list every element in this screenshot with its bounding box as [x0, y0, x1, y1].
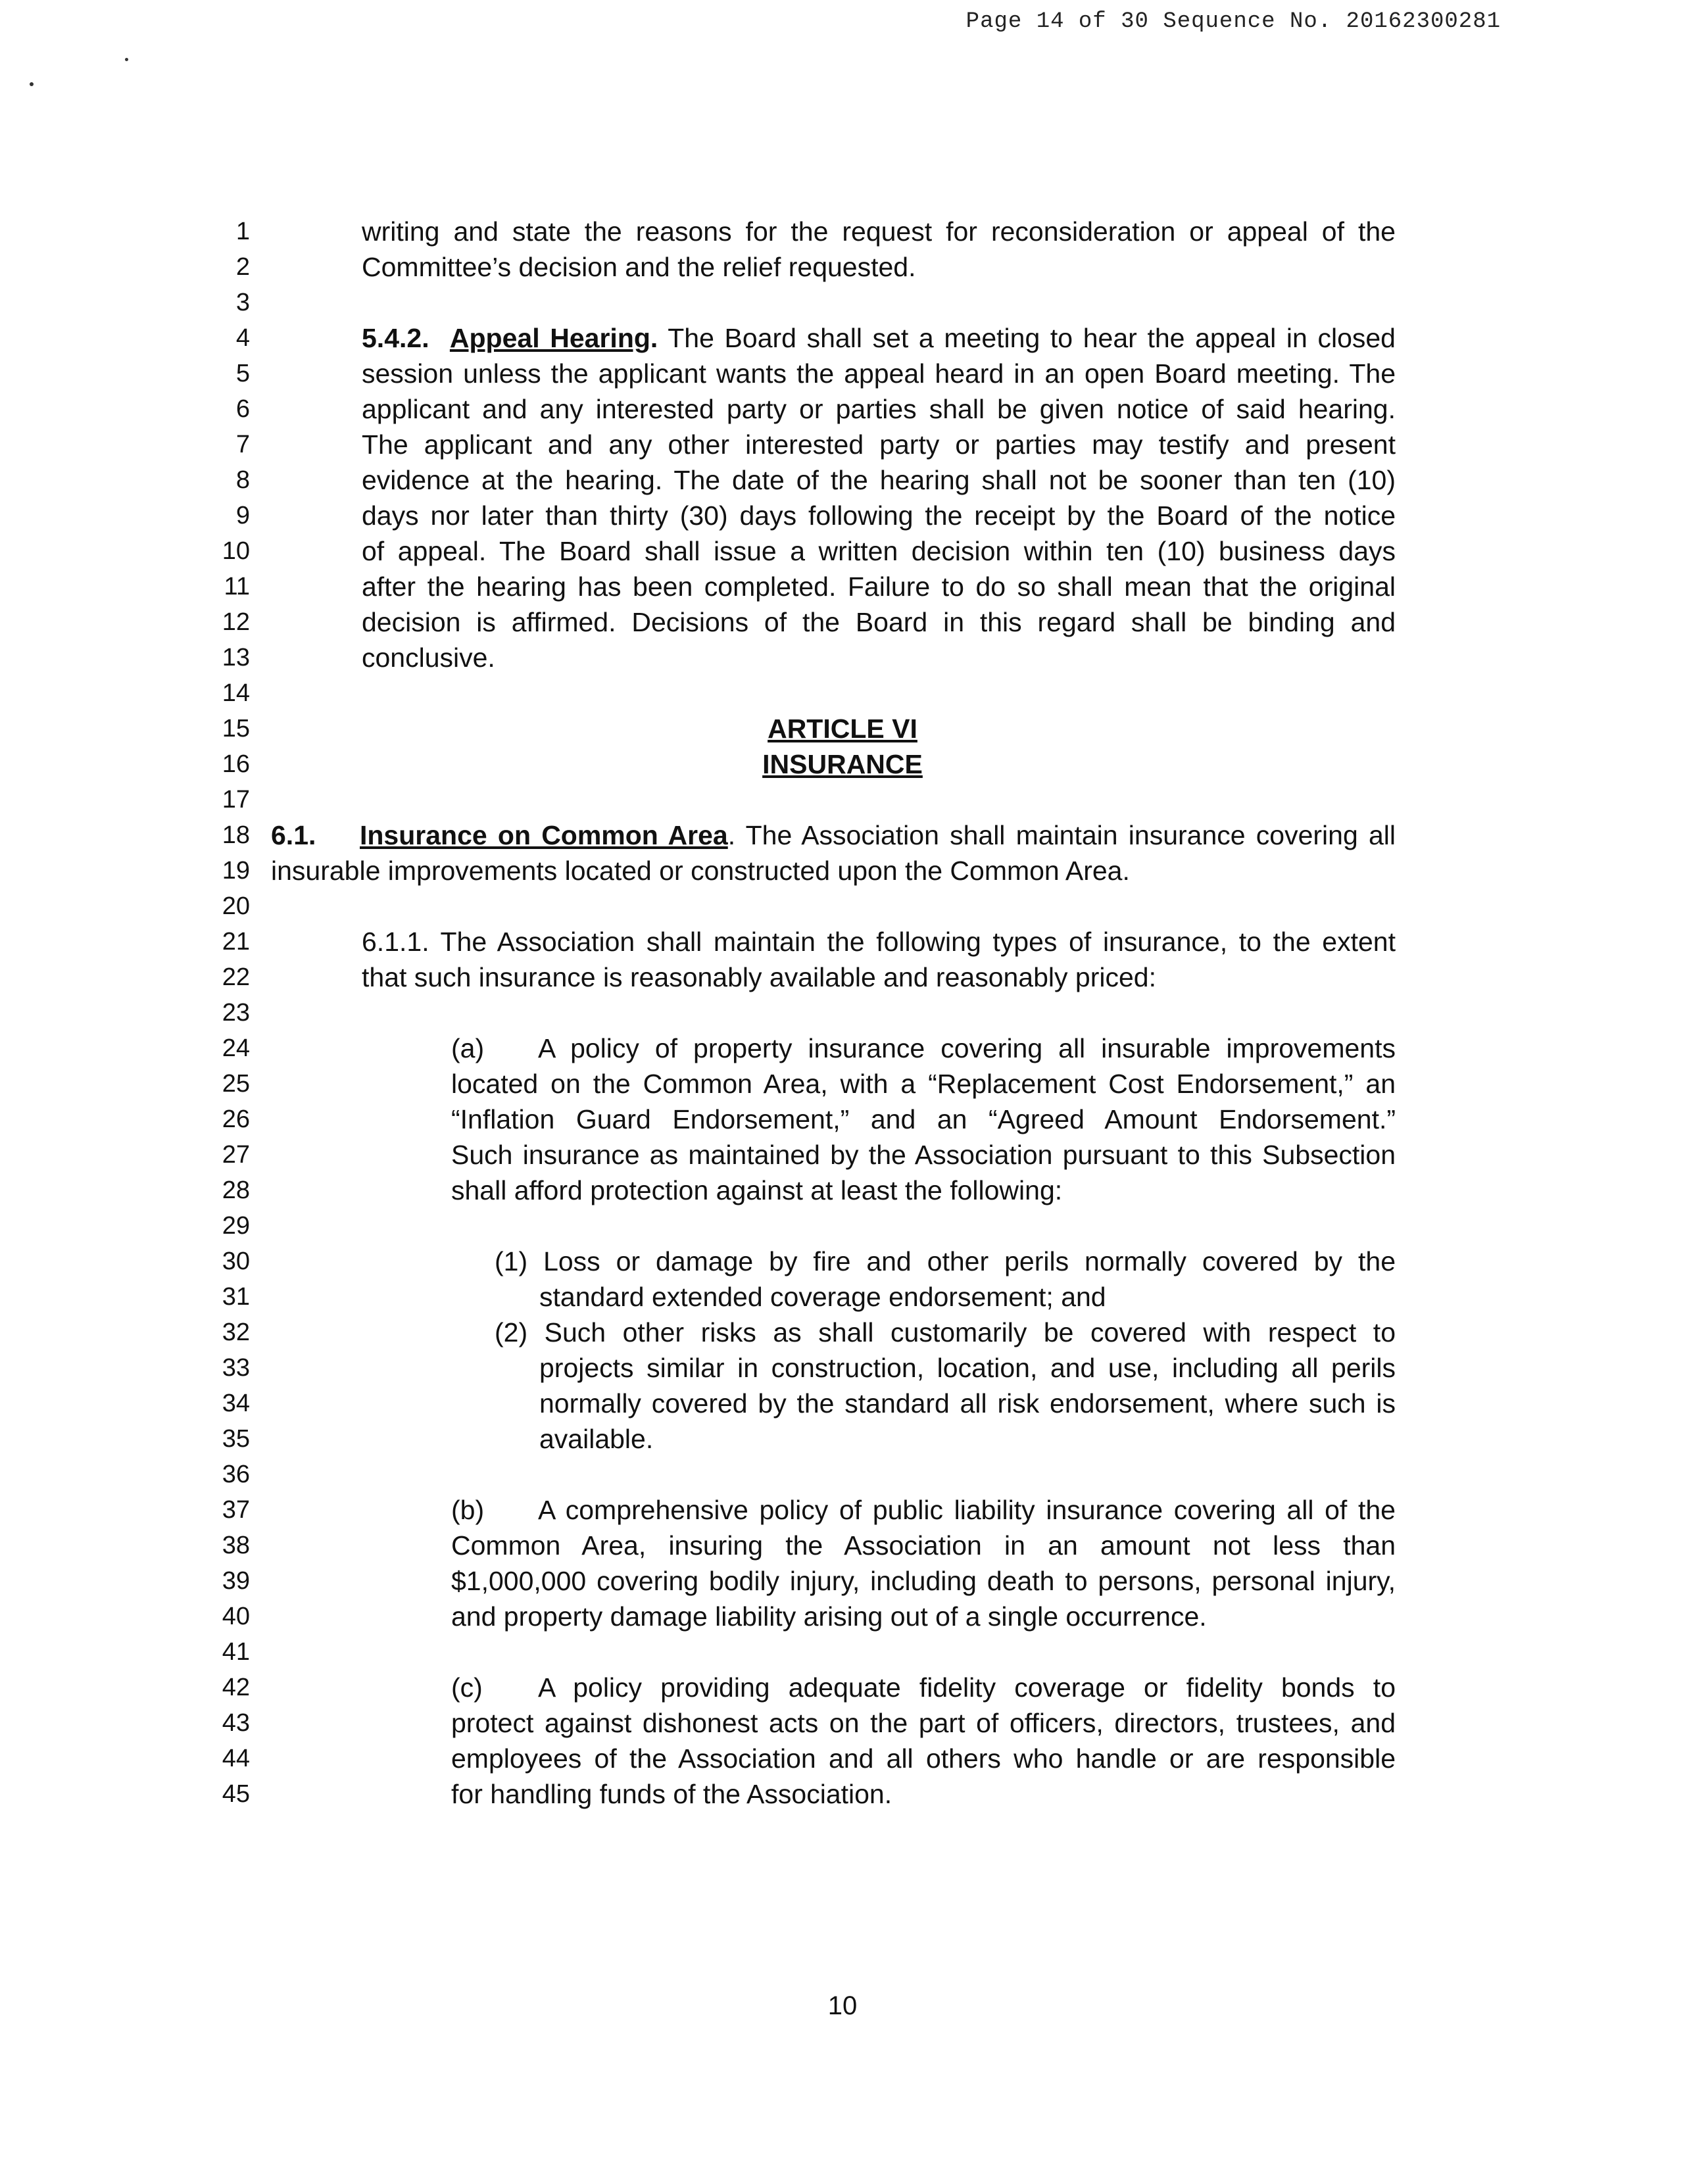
line-number: 8 — [235, 466, 250, 494]
text-line: decision is affirmed. Decisions of the Board in this regard shall be binding and — [362, 607, 1396, 637]
text-line: conclusive. — [362, 643, 495, 673]
line-number: 27 — [222, 1141, 250, 1169]
text-line: shall afford protection against at least the following: — [451, 1175, 1063, 1205]
item-label: (c) — [451, 1672, 483, 1703]
page-header: Page 14 of 30 Sequence No. 20162300281 — [965, 9, 1501, 34]
text-line: “Inflation Guard Endorsement,” and an “Agreed Amount Endorsement.” — [451, 1104, 1396, 1134]
line-number: 7 — [235, 431, 250, 458]
text-run: A comprehensive policy of public liability insurance covering all of the — [538, 1495, 1396, 1525]
text-run: The Association shall maintain insurance covering all — [745, 820, 1396, 850]
text-line: insurable improvements located or constructed upon the Common Area. — [271, 856, 1130, 886]
text-line: 6.1.1. The Association shall maintain the following types of insurance, to the extent — [362, 927, 1396, 957]
line-number: 33 — [222, 1354, 250, 1382]
line-number: 26 — [222, 1105, 250, 1133]
text-line: located on the Common Area, with a “Replacement Cost Endorsement,” an — [451, 1069, 1396, 1099]
line-number: 39 — [222, 1567, 250, 1595]
article-heading: ARTICLE VI — [768, 714, 917, 744]
item-label: (b) — [451, 1495, 485, 1525]
text-line: standard extended coverage endorsement; and — [539, 1282, 1106, 1312]
text-line: Common Area, insuring the Association in an amount not less than — [451, 1530, 1396, 1561]
section-title-dot: . — [650, 323, 658, 353]
text-line: and property damage liability arising out of a single occurrence. — [451, 1601, 1207, 1632]
text-line: writing and state the reasons for the request for reconsideration or appeal of the — [362, 216, 1396, 247]
text-line: (1) Loss or damage by fire and other perils normally covered by the — [495, 1246, 1396, 1276]
line-number: 34 — [222, 1390, 250, 1417]
line-number: 42 — [222, 1674, 250, 1701]
line-number: 43 — [222, 1709, 250, 1737]
line-number: 10 — [222, 537, 250, 565]
line-number: 44 — [222, 1745, 250, 1772]
line-number: 37 — [222, 1496, 250, 1524]
text-line: Such insurance as maintained by the Association pursuant to this Subsection — [451, 1140, 1396, 1170]
line-number: 32 — [222, 1319, 250, 1346]
line-number: 40 — [222, 1603, 250, 1630]
text-line: days nor later than thirty (30) days following the receipt by the Board of the notice — [362, 500, 1396, 531]
line-number: 17 — [222, 786, 250, 813]
line-number: 12 — [222, 608, 250, 636]
line-number: 41 — [222, 1638, 250, 1666]
line-number: 28 — [222, 1177, 250, 1204]
line-number: 5 — [235, 360, 250, 387]
line-number: 3 — [235, 289, 250, 316]
text-line: that such insurance is reasonably available and reasonably priced: — [362, 962, 1156, 992]
text-line: after the hearing has been completed. Failure to do so shall mean that the original — [362, 571, 1396, 602]
line-number: 22 — [222, 963, 250, 991]
text-line: $1,000,000 covering bodily injury, including death to persons, personal injury, — [451, 1566, 1396, 1596]
line-number: 18 — [222, 821, 250, 849]
line-number: 1 — [235, 218, 250, 245]
text-line: for handling funds of the Association. — [451, 1779, 892, 1809]
item-label: (a) — [451, 1033, 485, 1063]
text-line: protect against dishonest acts on the part of officers, directors, trustees, and — [451, 1708, 1396, 1738]
text-line: normally covered by the standard all risk endorsement, where such is — [539, 1388, 1396, 1419]
line-number: 35 — [222, 1425, 250, 1453]
line-number: 14 — [222, 679, 250, 707]
line-number: 25 — [222, 1070, 250, 1098]
line-number: 11 — [224, 573, 250, 600]
line-number: 29 — [222, 1212, 250, 1240]
line-number: 2 — [235, 253, 250, 281]
section-title-dot: . — [727, 820, 736, 850]
scan-speck — [125, 58, 128, 61]
page-number: 10 — [827, 1991, 858, 2020]
text-line: evidence at the hearing. The date of the hearing shall not be sooner than ten (10) — [362, 465, 1396, 495]
section-title: Insurance on Common Area — [360, 820, 728, 850]
line-number: 21 — [222, 928, 250, 956]
text-run: A policy of property insurance covering all insurable improvements — [538, 1033, 1396, 1063]
scan-speck — [30, 82, 34, 86]
text-line — [271, 817, 1396, 853]
line-number: 24 — [222, 1034, 250, 1062]
line-number: 31 — [222, 1283, 250, 1311]
text-line: employees of the Association and all others who handle or are responsible — [451, 1743, 1396, 1774]
line-number: 6 — [235, 395, 250, 423]
text-line: The applicant and any other interested party or parties may testify and present — [362, 429, 1396, 460]
line-number: 16 — [222, 750, 250, 778]
line-number: 36 — [222, 1461, 250, 1488]
section-title: Appeal Hearing — [449, 323, 650, 353]
text-run: A policy providing adequate fidelity coverage or fidelity bonds to — [538, 1672, 1396, 1703]
line-number: 23 — [222, 999, 250, 1027]
text-run: The Board shall set a meeting to hear the appeal in closed — [668, 323, 1396, 353]
section-number: 6.1. — [271, 820, 316, 850]
section-number: 5.4.2. — [362, 323, 429, 353]
article-title: INSURANCE — [762, 749, 923, 779]
text-line: available. — [539, 1424, 654, 1454]
line-number: 38 — [222, 1532, 250, 1559]
line-number: 19 — [222, 857, 250, 885]
text-line: Committee’s decision and the relief requested. — [362, 252, 916, 282]
text-line — [451, 1031, 1396, 1066]
text-line: (2) Such other risks as shall customarily be covered with respect to — [495, 1317, 1396, 1347]
text-line: session unless the applicant wants the appeal heard in an open Board meeting. The — [362, 358, 1396, 389]
text-line — [362, 320, 1396, 356]
text-line — [451, 1492, 1396, 1528]
text-line: projects similar in construction, location, and use, including all perils — [539, 1353, 1396, 1383]
text-line: of appeal. The Board shall issue a written decision within ten (10) business days — [362, 536, 1396, 566]
line-number: 4 — [235, 324, 250, 352]
line-number: 9 — [235, 502, 250, 529]
line-number: 13 — [222, 644, 250, 671]
line-number: 20 — [222, 892, 250, 920]
text-line — [451, 1670, 1396, 1705]
line-number: 45 — [222, 1780, 250, 1808]
line-number: 30 — [222, 1248, 250, 1275]
line-number: 15 — [222, 715, 250, 742]
text-line: applicant and any interested party or parties shall be given notice of said hearing. — [362, 394, 1396, 424]
